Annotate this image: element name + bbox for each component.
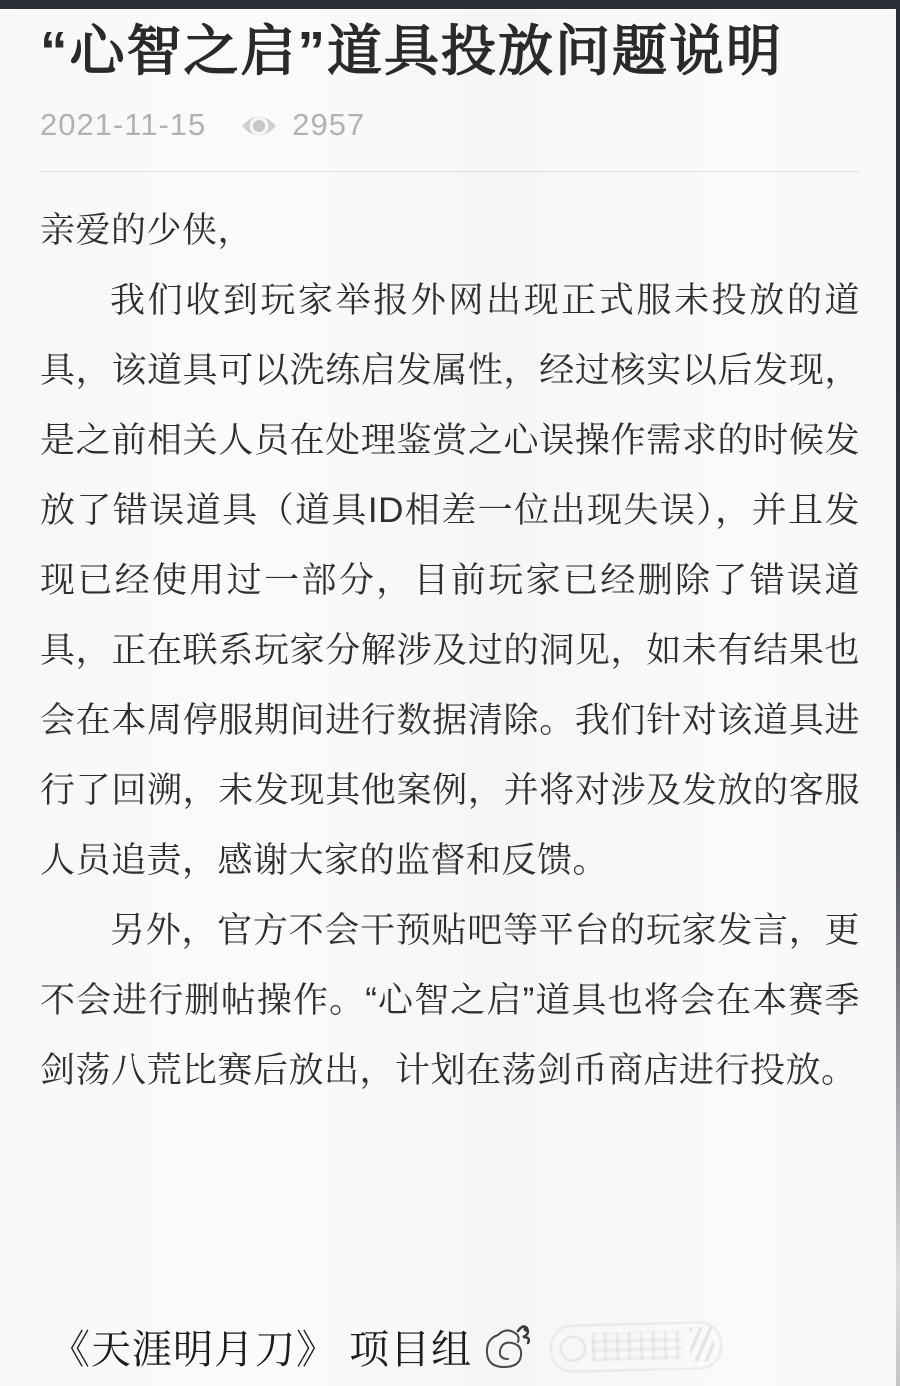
eye-icon	[240, 112, 278, 140]
watermark-glyph-marks	[592, 1330, 683, 1360]
paragraph-additional-statement: 另外，官方不会干预贴吧等平台的玩家发言，更不会进行删帖操作。“心智之启”道具也将会在本赛季剑荡八荒比赛后放出，计划在荡剑币商店进行投放。	[40, 911, 860, 1090]
faded-watermark-stamp	[550, 1320, 723, 1372]
project-team-signature: 《天涯明月刀》 项目组	[50, 1328, 473, 1372]
publish-date: 2021-11-15	[40, 107, 207, 142]
hand-drawn-doodle-icon	[482, 1321, 536, 1373]
header-divider	[40, 171, 860, 172]
article-meta	[40, 107, 860, 143]
page-title: “心智之启”道具投放问题说明	[40, 20, 784, 82]
watermark-slash-mark	[690, 1326, 715, 1361]
signature-row	[50, 1318, 722, 1375]
top-edge-bar	[0, 0, 900, 9]
view-count: 2957	[292, 107, 366, 142]
article-body	[40, 196, 860, 1106]
greeting-line: 亲爱的少侠，	[40, 211, 254, 250]
article-content	[0, 9, 900, 1106]
paragraph-issue-explanation: 我们收到玩家举报外网出现正式服未投放的道具，该道具可以洗练启发属性，经过核实以后发现，是之前相关人员在处理鉴赏之心误操作需求的时候发放了错误道具（道具ID相差一位出现失误），并且发现已经使用过一部分，目前玩家已经删除了错误道具，正在联系玩家分解涉及过的洞见，如未有结果也会在本周停服期间进行数据清除。我们针对该道具进行了回溯，未发现其他案例，并将对涉及发放的客服人员追责，感谢大家的监督和反馈。	[40, 281, 860, 880]
watermark-circle-mark	[560, 1335, 587, 1362]
